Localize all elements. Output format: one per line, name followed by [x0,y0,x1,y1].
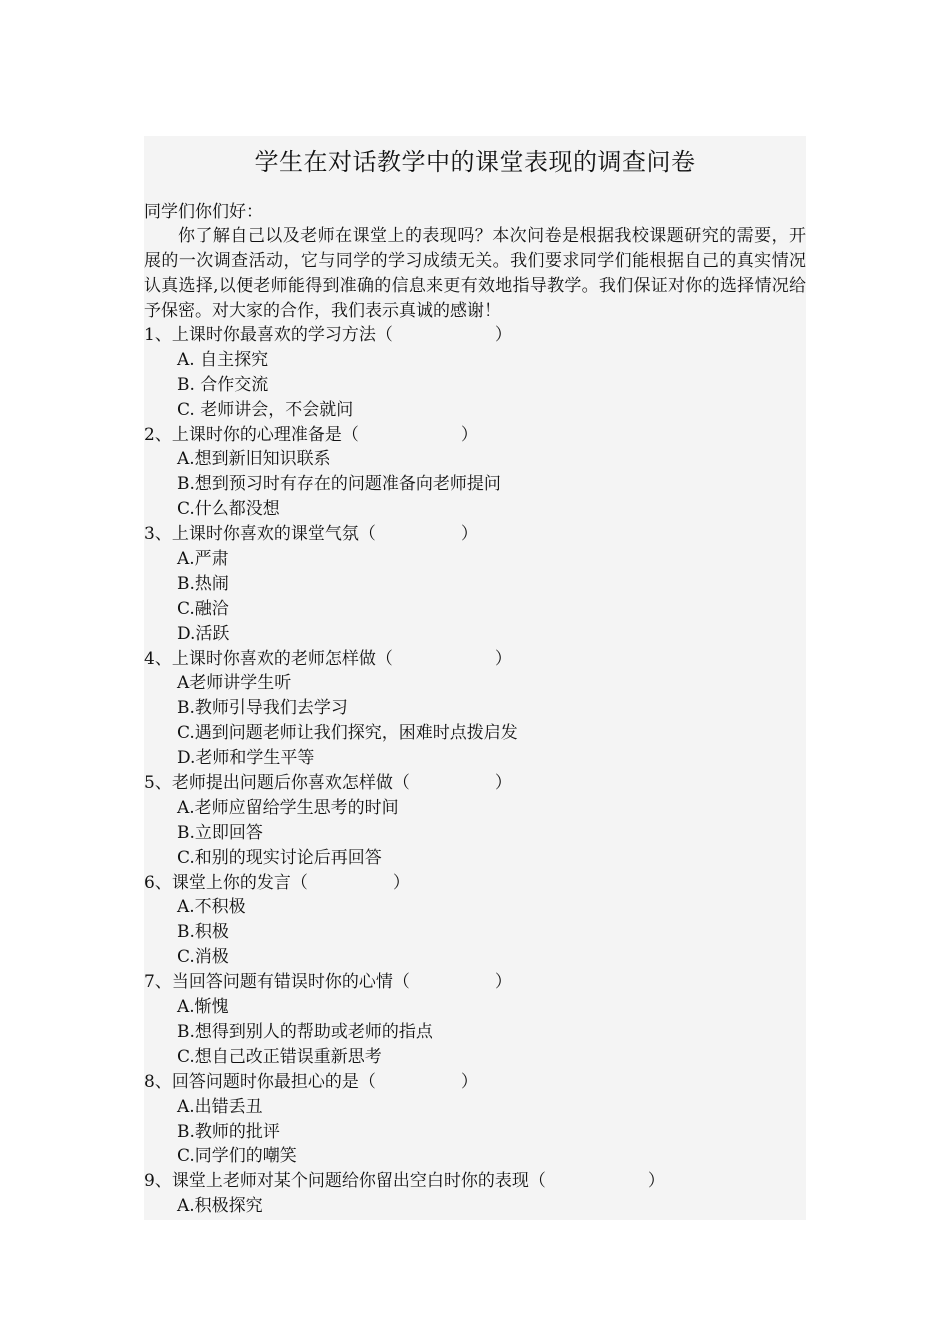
questionnaire-page [144,136,806,1220]
question-text: 8、回答问题时你最担心的是（ ） [144,1071,478,1092]
question-2 [144,423,806,523]
question-text: 7、当回答问题有错误时你的心情（ ） [144,972,512,993]
question-text: 2、上课时你的心理准备是（ ） [144,424,478,445]
question-list [144,323,806,1219]
answer-option: B.立即回答 [177,822,263,843]
answer-option: A老师讲学生听 [177,673,292,694]
question-text: 9、课堂上老师对某个问题给你留出空白时你的表现（ ） [144,1171,665,1192]
answer-option: B.想得到别人的帮助或老师的指点 [177,1021,433,1042]
answer-option: A.出错丢丑 [177,1096,263,1117]
answer-option: A.积极探究 [177,1196,263,1217]
answer-option: C. 老师讲会，不会就问 [177,399,354,420]
answer-option: C.想自己改正错误重新思考 [177,1046,382,1067]
question-text: 6、课堂上你的发言（ ） [144,872,410,893]
answer-option: C.遇到问题老师让我们探究，困难时点拨启发 [177,723,518,744]
answer-option: A.惭愧 [177,997,229,1018]
question-5 [144,771,806,871]
answer-option: A.老师应留给学生思考的时间 [177,797,399,818]
question-4 [144,647,806,771]
answer-option: B.积极 [177,922,229,943]
question-9 [144,1169,806,1219]
question-3 [144,522,806,646]
intro-paragraph: 你了解自己以及老师在课堂上的表现吗？本次问卷是根据我校课题研究的需要，开展的一次调查活动，它与同学的学习成绩无关。我们要求同学们能根据自己的真实情况认真选择,以便老师能得到准确的信息来更有效地指导教学。我们保证对你的选择情况给予保密。对大家的合作，我们表示真诚的感谢！ [144,226,806,321]
answer-option: C.消极 [177,947,229,968]
answer-option: C.融洽 [177,598,229,619]
greeting: 同学们你们好： [144,202,263,222]
question-6 [144,871,806,971]
question-text: 3、上课时你喜欢的课堂气氛（ ） [144,524,478,545]
answer-option: B. 合作交流 [177,374,269,395]
question-text: 4、上课时你喜欢的老师怎样做（ ） [144,648,512,669]
question-text: 5、老师提出问题后你喜欢怎样做（ ） [144,773,512,794]
answer-option: A.想到新旧知识联系 [177,449,331,470]
question-7 [144,970,806,1070]
answer-option: B.教师引导我们去学习 [177,698,348,719]
question-1 [144,323,806,423]
answer-option: D.活跃 [177,623,230,644]
answer-option: C.和别的现实讨论后再回答 [177,847,382,868]
answer-option: D.老师和学生平等 [177,748,315,769]
answer-option: A. 自主探究 [177,349,269,370]
answer-option: A.严肃 [177,549,229,570]
question-8 [144,1070,806,1170]
answer-option: C.同学们的嘲笑 [177,1146,297,1167]
answer-option: A.不积极 [177,897,246,918]
answer-option: B.教师的批评 [177,1121,280,1142]
question-text: 1、上课时你最喜欢的学习方法（ ） [144,325,512,345]
document-title: 学生在对话教学中的课堂表现的调查问卷 [254,148,696,176]
answer-option: B.热闹 [177,573,229,594]
answer-option: B.想到预习时有存在的问题准备向老师提问 [177,474,501,495]
answer-option: C.什么都没想 [177,499,280,520]
